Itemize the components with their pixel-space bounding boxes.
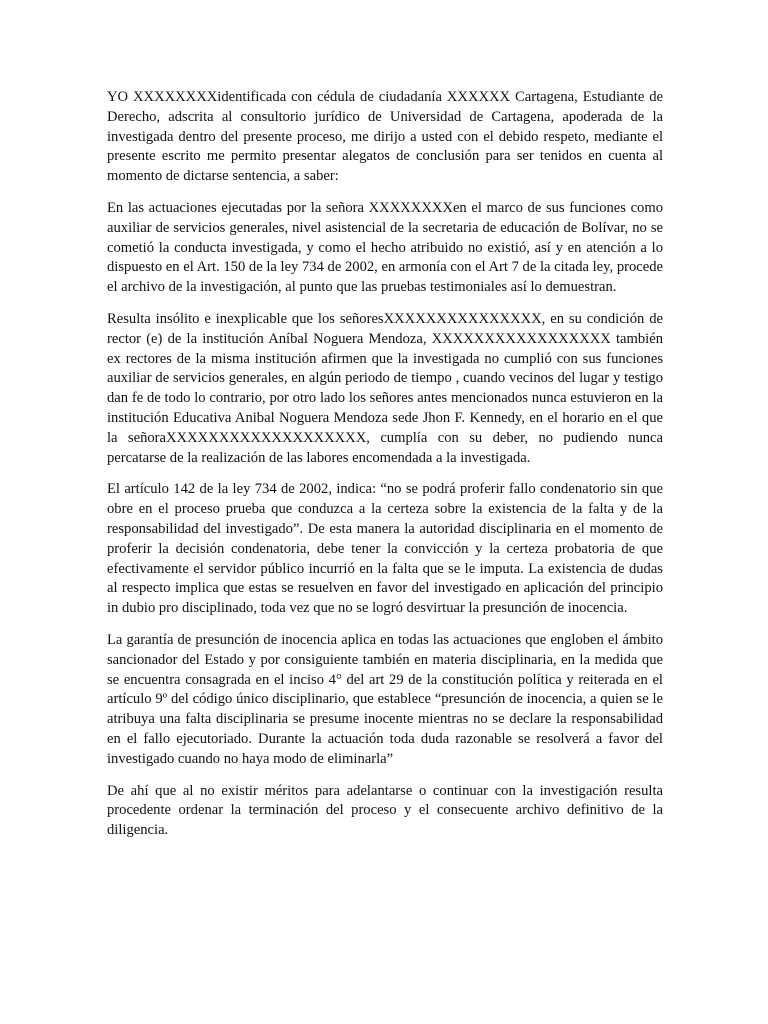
paragraph-presuncion-inocencia: La garantía de presunción de inocencia aplica en todas las actuaciones que engloben el ámbito sancionador del Estado y por consiguiente también en materia disciplinaria, en la medida que se encuentra consagrada en el inciso 4° del art 29 de la constitución política y reiterada en el artículo 9º del código único disciplinario, que establece “presunción de inocencia, a quien se le atribuya una falta disciplinaria se presume inocente mientras no se declare la responsabilidad en el fallo ejecutoriado. Durante la actuación toda duda razonable se resolverá a favor del investigado cuando no haya modo de eliminarla” xyxy=(107,631,663,767)
paragraph-testimonios: Resulta insólito e inexplicable que los señoresXXXXXXXXXXXXXXX, en su condición de rector (e) de la institución Aníbal Noguera Mendoza, XXXXXXXXXXXXXXXXX también ex rectores de la misma institución afirmen que la investigada no cumplió con sus funciones auxiliar de servicios generales, en algún periodo de tiempo , cuando vecinos del lugar y testigo dan fe de todo lo contrario, por otro lado los señores antes mencionados nunca estuvieron en la institución Educativa Anibal Noguera Mendoza sede Jhon F. Kennedy, en el horario en el que la señoraXXXXXXXXXXXXXXXXXXX, cumplía con su deber, no pudiendo nunca percatarse de la realización de las labores encomendada a la investigada. xyxy=(107,310,663,466)
document-page xyxy=(107,88,663,853)
paragraph-articulo-142: El artículo 142 de la ley 734 de 2002, indica: “no se podrá proferir fallo condenatorio sin que obre en el proceso prueba que conduzca a la certeza sobre la existencia de la falta y de la responsabilidad del investigado”. De esta manera la autoridad disciplinaria en el momento de proferir la decisión condenatoria, debe tener la convicción y la certeza probatoria de que efectivamente el servidor público incurrió en la falta que se le imputa. La existencia de dudas al respecto implica que estas se resuelven en favor del investigado en aplicación del principio in dubio pro disciplinado, toda vez que no se logró desvirtuar la presunción de inocencia. xyxy=(107,481,663,617)
paragraph-conclusion: De ahí que al no existir méritos para adelantarse o continuar con la investigación resulta procedente ordenar la terminación del proceso y el consecuente archivo definitivo de la diligencia. xyxy=(107,782,663,839)
paragraph-actuaciones: En las actuaciones ejecutadas por la señora XXXXXXXXen el marco de sus funciones como auxiliar de servicios generales, nivel asistencial de la secretaria de educación de Bolívar, no se cometió la conducta investigada, y como el hecho atribuido no existió, así y en atención a lo dispuesto en el Art. 150 de la ley 734 de 2002, en armonía con el Art 7 de la citada ley, procede el archivo de la investigación, al punto que las pruebas testimoniales así lo demuestran. xyxy=(107,199,663,296)
paragraph-intro: YO XXXXXXXXidentificada con cédula de ciudadanía XXXXXX Cartagena, Estudiante de Derecho, adscrita al consultorio jurídico de Universidad de Cartagena, apoderada de la investigada dentro del presente proceso, me dirijo a usted con el debido respeto, mediante el presente escrito me permito presentar alegatos de conclusión para ser tenidos en cuenta al momento de dictarse sentencia, a saber: xyxy=(107,89,663,185)
